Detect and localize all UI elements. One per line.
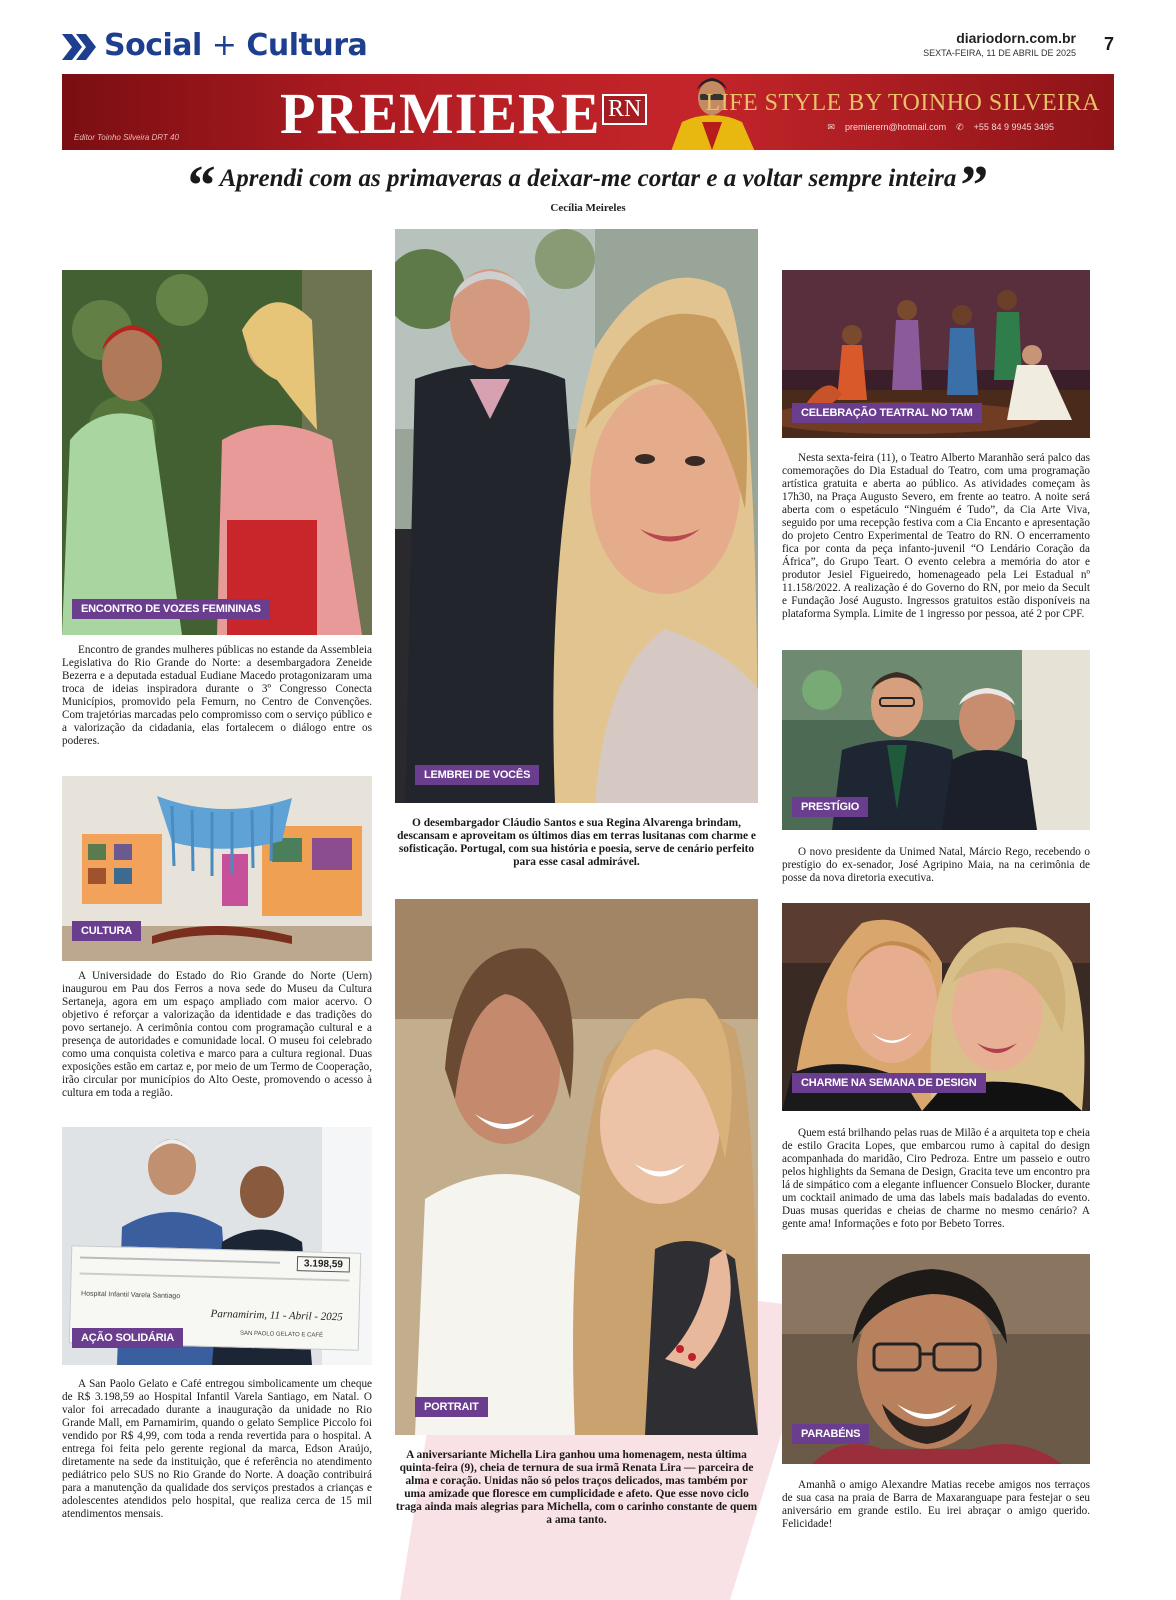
banner-phone[interactable]: +55 84 9 9945 3495	[973, 122, 1054, 132]
quote-text: Aprendi com as primaveras a deixar-me cortar e a voltar sempre inteira	[219, 165, 957, 192]
banner-contacts	[827, 122, 1054, 133]
photo-portrait	[395, 899, 758, 1435]
quote-close-mark: ”	[960, 155, 989, 217]
banner-badge: RN	[602, 94, 647, 125]
section-title-cultura: Cultura	[246, 28, 368, 63]
issue-date: SEXTA-FEIRA, 11 DE ABRIL DE 2025	[923, 48, 1076, 58]
quote-author: Cecília Meireles	[550, 202, 626, 214]
tag-lembrei-de-voces: LEMBREI DE VOCÊS	[415, 765, 539, 785]
tag-vozes-femininas: ENCONTRO DE VOZES FEMININAS	[72, 599, 270, 619]
quote-open-mark: “	[187, 155, 216, 217]
story-acao-solidaria: A San Paolo Gelato e Café entregou simbolicamente um cheque de R$ 3.198,59 ao Hospital Infantil Varela Santiago, em Natal. O valor foi arrecadado durante a inauguração da unidade no Rio Grande Mall, em Parnamirim, quando o gelato Semplice Piccolo foi vendido por R$ 4,99, com toda a renda revertida para o hospital. A entrega foi feita pelo gerente regional da marca, Edson Araújo, diretamente na sede da instituição, que é referência no atendimento pediátrico pelo SUS no Rio Grande do Norte. A doação contribuirá para a manutenção da qualidade dos serviços prestados a crianças e adolescentes atendidos pelo hospital, que realiza cerca de 15 mil atendimentos mensais.	[62, 1378, 372, 1520]
site-url[interactable]: diariodorn.com.br	[956, 30, 1076, 46]
story-semana-de-design: Quem está brilhando pelas ruas de Milão é a arquiteta top e cheia de estilo Gracita Lopes, que embarcou rumo à capital do design acompanhada do maridão, Ciro Pedroza. Entre um passeio e outro pelos highlights da Semana de Design, Gracita teve um encontro pra lá de simpático com a elegante influencer Consuelo Blocker, durante um cocktail animado de uma das labels mais badaladas do evento. Duas musas queridas e cheias de charme no mesmo cenário? A gente ama! Informações e foto por Bebeto Torres.	[782, 1127, 1091, 1230]
banner-editor: Editor Toinho Silveira DRT 40	[74, 133, 179, 142]
banner-title: PREMIERE	[280, 81, 601, 146]
whatsapp-icon: ✆	[956, 122, 964, 132]
check-place-date: Parnamirim, 11 - Abril - 2025	[210, 1307, 343, 1324]
premiere-banner	[62, 74, 1114, 150]
check-signature: SAN PAOLO GELATO E CAFÉ	[239, 1330, 324, 1339]
tag-semana-de-design: CHARME NA SEMANA DE DESIGN	[792, 1073, 986, 1093]
page-number: 7	[1103, 34, 1114, 54]
story-cultura: A Universidade do Estado do Rio Grande do Norte (Uern) inaugurou em Pau dos Ferros a nova sede do Museu da Cultura Sertaneja, agora em um espaço ampliado com maior acervo. O objetivo é reforçar a valorização da identidade e das tradições do povo sertanejo. A cerimônia contou com programação cultural e a presença de autoridades e comunidade local. O museu foi celebrado como uma conquista coletiva e marco para a cultura regional. Duas exposições estão em cartaz e, por meio de um Termo de Cooperação, irão circular por municípios do Alto Oeste, promovendo o acesso à cultura em toda a região.	[62, 970, 372, 1099]
check-amount: 3.198,59	[297, 1256, 350, 1272]
tag-parabens: PARABÉNS	[792, 1424, 869, 1444]
story-parabens: Amanhã o amigo Alexandre Matias recebe amigos nos terraços de sua casa na praia de Barra de Maxaranguape para festejar o seu aniversário em grande estilo. Eu irei abraçar o amigo querido. Felicidade!	[782, 1479, 1090, 1530]
section-title	[104, 28, 367, 63]
page-header	[62, 28, 1114, 72]
caption-portrait: A aniversariante Michella Lira ganhou uma homenagem, nesta última quinta-feira (9), cheia de ternura de sua irmã Renata Lira — parceira de alma e coração. Unidas não só pelos traços delicados, mas também por uma amizade que floresce em cumplicidade e afeto. Que esse novo ciclo traga ainda mais alegrias para Michella, com o carinho constante de quem a ama tanto.	[395, 1449, 758, 1526]
story-celebracao-teatral: Nesta sexta-feira (11), o Teatro Alberto Maranhão será palco das comemorações do Dia Estadual do Teatro, com uma programação artística gratuita e aberta ao público. As atividades começam às 17h30, na Praça Augusto Severo, em frente ao teatro. A noite será aberta com o espetáculo “Ninguém é Tudo”, da Cia Arte Viva, seguido por uma recepção festiva com a Cia Encanto e apresentação do projeto Centro Experimental de Teatro do RN. O encerramento fica por conta da peça infanto-juvenil “O Lendário Coração da África”, do Grupo Teart. O evento celebra a memória do ator e produtor Jesiel Figueiredo, homenageado pela Lei Estadual nº 11.158/2022. A realização é do Governo do RN, por meio da Secult e Fundação José Augusto. Ingressos gratuitos estão disponíveis na plataforma Sympla. Limite de 1 ingresso por pessoa, até 2 por CPF.	[782, 452, 1090, 620]
caption-lembrei-de-voces: O desembargador Cláudio Santos e sua Regina Alvarenga brindam, descansam e aproveitam os últimos dias em terras lusitanas com charme e sofisticação. Portugal, com sua história e poesia, serve de cenário perfeito para esse casal admirável.	[397, 817, 756, 868]
photo-lembrei-de-voces	[395, 229, 758, 803]
banner-tagline: LIFE STYLE BY TOINHO SILVEIRA	[705, 90, 1100, 116]
tag-acao-solidaria: AÇÃO SOLIDÁRIA	[72, 1328, 183, 1348]
story-prestigio: O novo presidente da Unimed Natal, Márcio Rego, recebendo o prestígio do ex-senador, José Agripino Maia, na na cerimônia de posse da nova diretoria executiva.	[782, 846, 1090, 884]
banner-email[interactable]: premierern@hotmail.com	[844, 122, 947, 132]
mail-icon: ✉	[827, 122, 835, 132]
tag-portrait: PORTRAIT	[415, 1397, 488, 1417]
chevron-icon	[62, 34, 98, 60]
check-beneficiary: Hospital Infantil Varela Santiago	[80, 1290, 181, 1301]
story-vozes-femininas: Encontro de grandes mulheres públicas no estande da Assembleia Legislativa do Rio Grande do Norte: a desembargadora Zeneide Bezerra e a deputada estadual Eudiane Macedo protagonizaram uma troca de ideias inspiradora durante o 3º Congresso Conecta Municípios, promovido pela Femurn, no Centro de Convenções. Com trajetórias marcadas pelo compromisso com o serviço público e a valorização da cidadania, elas fortalecem o diálogo entre os poderes.	[62, 644, 372, 747]
section-title-plus: +	[211, 28, 237, 63]
tag-celebracao-teatral: CELEBRAÇÃO TEATRAL NO TAM	[792, 403, 982, 423]
tag-prestigio: PRESTÍGIO	[792, 797, 868, 817]
section-title-social: Social	[104, 28, 202, 63]
photo-vozes-femininas	[62, 270, 372, 635]
tag-cultura: CULTURA	[72, 921, 141, 941]
